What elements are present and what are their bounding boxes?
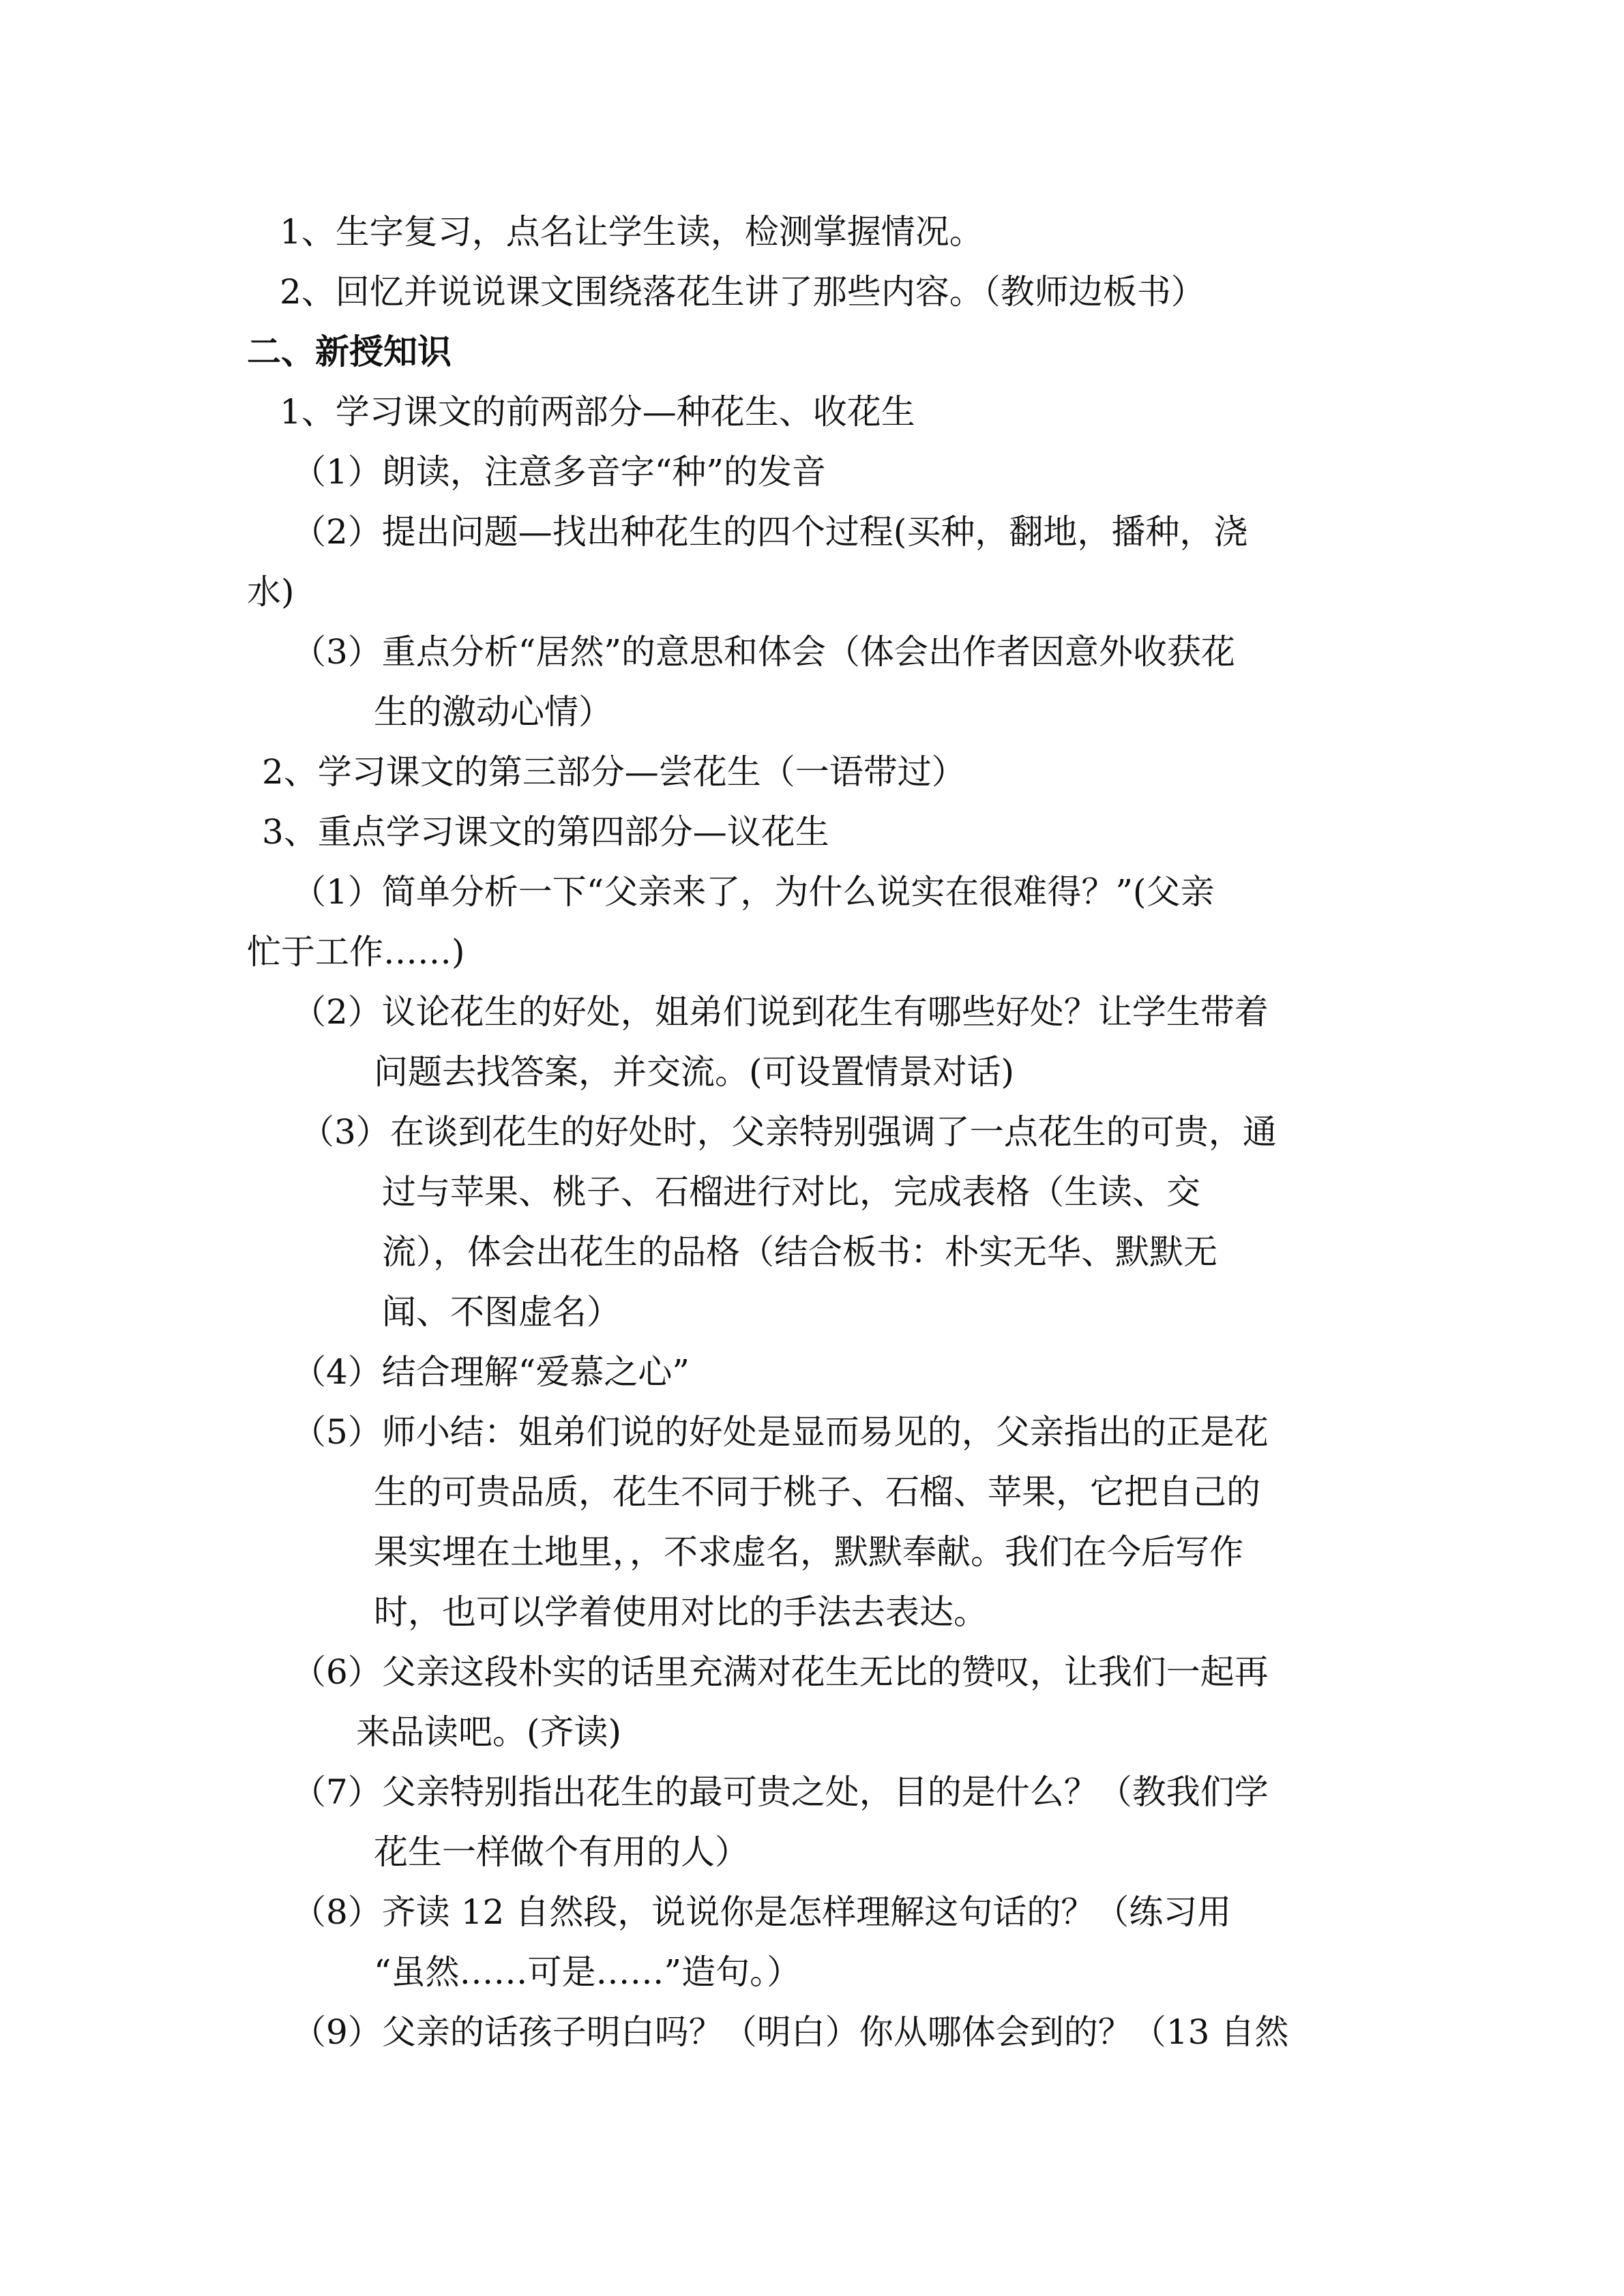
- part3-item2-line1: （2）议论花生的好处，姐弟们说到花生有哪些好处？让学生带着: [292, 992, 1269, 1032]
- part2-title: 2、学习课文的第三部分—尝花生（一语带过）: [262, 752, 966, 792]
- part3-item2-line2: 问题去找答案，并交流。(可设置情景对话): [374, 1052, 1015, 1092]
- part3-item6-line2: 来品读吧。(齐读): [356, 1712, 622, 1752]
- part3-title: 3、重点学习课文的第四部分—议花生: [262, 812, 829, 852]
- part3-item3-line1: （3）在谈到花生的好处时，父亲特别强调了一点花生的可贵，通: [300, 1112, 1277, 1152]
- part3-item5-line4: 时，也可以学着使用对比的手法去表达。: [374, 1592, 988, 1632]
- part1-item3-line2: 生的激动心情）: [374, 692, 612, 732]
- part3-item6-line1: （6）父亲这段朴实的话里充满对花生无比的赞叹，让我们一起再: [292, 1652, 1269, 1692]
- part3-item5-line3: 果实埋在土地里，，不求虚名，默默奉献。我们在今后写作: [374, 1532, 1243, 1572]
- part3-item3-line4: 闻、不图虚名）: [382, 1292, 621, 1332]
- part3-item8-line1: （8）齐读 12 自然段，说说你是怎样理解这句话的？（练习用: [292, 1892, 1232, 1932]
- part1-item2-line1: （2）提出问题—找出种花生的四个过程(买种，翻地，播种，浇: [292, 512, 1248, 552]
- part3-item5-line1: （5）师小结：姐弟们说的好处是显而易见的，父亲指出的正是花: [292, 1412, 1269, 1452]
- section-heading: 二、新授知识: [247, 332, 452, 372]
- part1-item1: （1）朗读，注意多音字“种”的发音: [292, 452, 826, 492]
- part3-item8-line2: “虽然……可是……”造句。）: [374, 1952, 801, 1992]
- part3-item3-line2: 过与苹果、桃子、石榴进行对比，完成表格（生读、交: [382, 1172, 1200, 1212]
- part1-title: 1、学习课文的前两部分—种花生、收花生: [280, 392, 915, 432]
- part3-item1-line1: （1）简单分析一下“父亲来了，为什么说实在很难得？”(父亲: [292, 872, 1215, 912]
- part3-item5-line2: 生的可贵品质，花生不同于桃子、石榴、苹果，它把自己的: [374, 1472, 1260, 1512]
- part3-item7-line1: （7）父亲特别指出花生的最可贵之处，目的是什么？（教我们学: [292, 1772, 1269, 1812]
- review-item-1: 1、生字复习，点名让学生读，检测掌握情况。: [280, 212, 984, 252]
- part3-item4: （4）结合理解“爱慕之心”: [292, 1352, 690, 1392]
- part1-item2-line2: 水): [247, 572, 295, 612]
- part3-item3-line3: 流），体会出花生的品格（结合板书：朴实无华、默默无: [382, 1232, 1217, 1272]
- part3-item9-line1: （9）父亲的话孩子明白吗？（明白）你从哪体会到的？（13 自然: [292, 2012, 1289, 2052]
- part1-item3-line1: （3）重点分析“居然”的意思和体会（体会出作者因意外收获花: [292, 632, 1235, 672]
- part3-item1-line2: 忙于工作……): [247, 932, 465, 972]
- part3-item7-line2: 花生一样做个有用的人）: [374, 1832, 749, 1872]
- review-item-2: 2、回忆并说说课文围绕落花生讲了那些内容。（教师边板书）: [280, 272, 1205, 312]
